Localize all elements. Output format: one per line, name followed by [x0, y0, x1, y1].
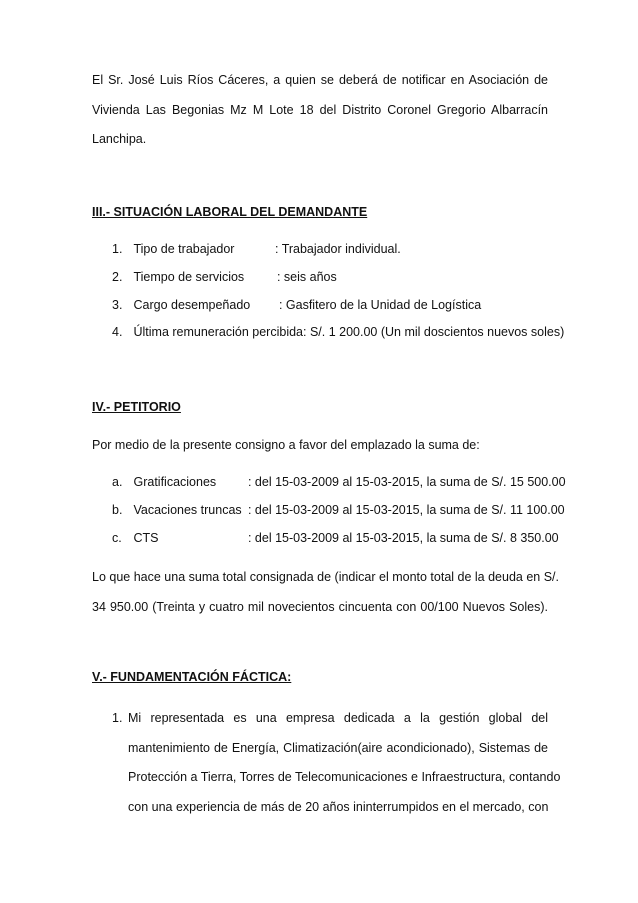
item-label: Tipo de trabajador	[133, 242, 235, 256]
item-value: : del 15-03-2009 al 15-03-2015, la suma de S/. 11 100.00	[247, 503, 565, 517]
item-number: 3.	[112, 298, 123, 312]
item-value: : Gasfitero de la Unidad de Logística	[278, 298, 482, 312]
item-label: Tiempo de servicios	[133, 270, 245, 284]
fact-body	[128, 704, 561, 822]
item-value: : del 15-03-2009 al 15-03-2015, la suma de S/. 8 350.00	[247, 531, 559, 545]
section-3-heading: III.- SITUACIÓN LABORAL DEL DEMANDANTE	[92, 205, 368, 219]
fact-line-2: mantenimiento de Energía, Climatización(aire acondicionado), Sistemas de	[128, 740, 548, 755]
item-number: 4.	[112, 325, 123, 339]
item-label: Cargo desempeñado	[133, 298, 251, 312]
item-number: c.	[112, 531, 122, 545]
item-number: 1.	[112, 242, 123, 256]
item-number: a.	[112, 475, 123, 489]
intro-line-1: El Sr. José Luis Ríos Cáceres, a quien se deberá de notificar en Asociación de	[92, 73, 548, 87]
item-number: 2.	[112, 270, 123, 284]
fact-line-1: Mi representada es una empresa dedicada a la gestión global del	[128, 711, 548, 725]
item-value: : seis años	[276, 270, 337, 284]
item-number: 1.	[112, 711, 123, 725]
fact-line-4: con una experiencia de más de 20 años ininterrumpidos en el mercado, con	[128, 799, 549, 814]
petition-item-c	[112, 531, 559, 545]
intro-paragraph	[92, 66, 548, 155]
total-line-2: 34 950.00 (Treinta y cuatro mil novecientos cincuenta con 00/100 Nuevos Soles).	[92, 599, 548, 614]
item-label: Gratificaciones	[133, 475, 217, 489]
item-label: Última remuneración percibida: S/. 1 200.00 (Un mil doscientos nuevos soles)	[133, 325, 565, 339]
petition-intro: Por medio de la presente consigno a favor del emplazado la suma de:	[92, 438, 480, 452]
intro-line-3: Lanchipa.	[92, 132, 147, 146]
petition-item-b	[112, 503, 565, 517]
total-line-1: Lo que hace una suma total consignada de (indicar el monto total de la deuda en S/.	[92, 570, 559, 584]
item-number: b.	[112, 503, 123, 517]
petition-item-a	[112, 475, 566, 489]
item-value: : Trabajador individual.	[274, 242, 401, 256]
labor-item-4	[112, 325, 564, 339]
total-paragraph	[92, 563, 559, 622]
item-value: : del 15-03-2009 al 15-03-2015, la suma de S/. 15 500.00	[247, 475, 566, 489]
item-label: Vacaciones truncas	[133, 503, 242, 517]
labor-item-2	[112, 270, 337, 284]
section-4-heading: IV.- PETITORIO	[92, 400, 181, 414]
fact-line-3: Protección a Tierra, Torres de Telecomunicaciones e Infraestructura, contando	[128, 770, 561, 784]
intro-line-2: Vivienda Las Begonias Mz M Lote 18 del Distrito Coronel Gregorio Albarracín	[92, 102, 548, 117]
section-5-heading: V.- FUNDAMENTACIÓN FÁCTICA:	[92, 670, 292, 684]
labor-item-1	[112, 242, 401, 256]
item-label: CTS	[133, 531, 159, 545]
labor-item-3	[112, 298, 481, 312]
